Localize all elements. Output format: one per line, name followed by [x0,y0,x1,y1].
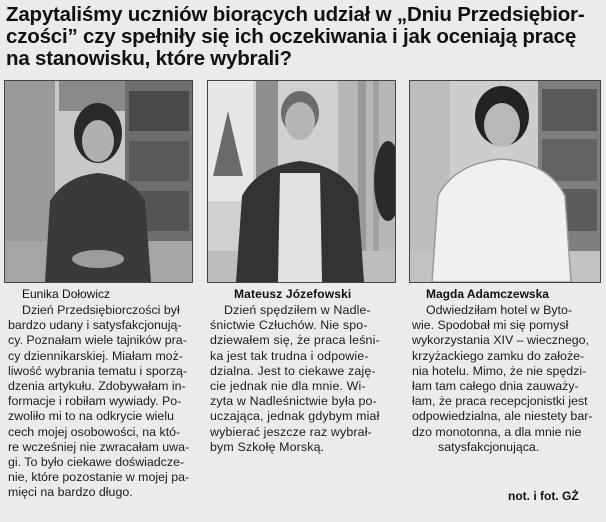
article-body [8,303,190,501]
text-line: łam, że praca recepcjonistki jest [412,394,588,409]
text-line: odpowiedzialna, ale niestety bar- [412,409,593,424]
photo-magda [409,80,601,283]
person-name: Mateusz Józefowski [234,287,352,301]
text-line: krzyżackiego zamku do założe- [412,348,585,363]
text-line: zyta w Nadleśnictwie była po- [210,394,377,409]
text-line: dzo monotonna, a dla mnie nie [412,424,582,439]
text-line: dzialna. Jest to ciekawe zaję- [210,363,376,378]
text-line: liwość wybrania tematu i sporzą- [8,363,188,378]
article-column-magda [412,287,598,455]
text-line: bym Szkołę Morską. [210,439,325,454]
text-line: zwoliło mi to na odkrycie wielu [8,409,174,424]
article-headline [6,4,600,70]
person-name: Magda Adamczewska [426,287,549,301]
text-line: gi. To było ciekawe doświadcze- [8,455,185,470]
article-column-eunika [8,287,190,501]
text-line: cie jednak nie dla mnie. Wi- [210,379,366,394]
text-line: uczająca, jednak gdybym miał [210,409,380,424]
text-line: Odwiedziłam hotel w Byto- [426,303,572,317]
article-column-mateusz [210,287,396,455]
text-line: bardzo udany i satysfakcjonują- [8,318,182,333]
text-line: formacje i robiłam wywiady. Po- [8,394,182,409]
text-line: dziewałem się, że praca leśni- [210,333,380,348]
text-line: cy. Poznałam wiele tajników pra- [8,333,187,348]
headline-line: na stanowisku, które wybrali? [6,47,292,70]
headline-line: Zapytaliśmy uczniów biorących udział w „Dniu Przedsiębior- [6,3,585,26]
text-line: łam tam całego dnia zauważy- [412,379,579,394]
text-line: wybierać jeszcze raz wybrał- [210,424,372,439]
text-line: cy dziennikarskiej. Miałam moż- [8,348,183,363]
text-line: nia hotelu. Mimo, że nie spędzi- [412,363,587,378]
text-line: dzenia artykułu. Zdobywałam in- [8,379,186,394]
text-line: mięci na bardzo długo. [8,485,133,500]
photo-eunika [4,80,193,283]
text-line: re wcześniej nie zwracałam uwa- [8,439,190,454]
article-body [210,303,396,455]
article-body [412,303,598,455]
text-line: śnictwie Człuchów. Nie spo- [210,318,368,333]
text-line: Dzień spędziłem w Nadle- [224,303,371,317]
headline-line: czości” czy spełniły się ich oczekiwania i jak oceniają pracę [6,25,577,48]
text-line: wie. Spodobał mi się pomysł [412,318,569,333]
text-line: ka jest tak trudna i odpowie- [210,348,369,363]
text-line: nie, które pozostanie w mojej pa- [8,470,190,485]
text-line: Dzień Przedsiębiorczości był [22,303,180,317]
photo-mateusz [207,80,396,283]
text-line: wykorzystania XIV – wiecznego, [412,333,589,348]
text-line: satysfakcjonująca. [438,439,540,454]
text-line: cech mojej osobowości, na któ- [8,424,181,439]
person-name: Eunika Dołowicz [22,287,111,301]
photo-credit: not. i fot. GŻ [508,489,579,503]
